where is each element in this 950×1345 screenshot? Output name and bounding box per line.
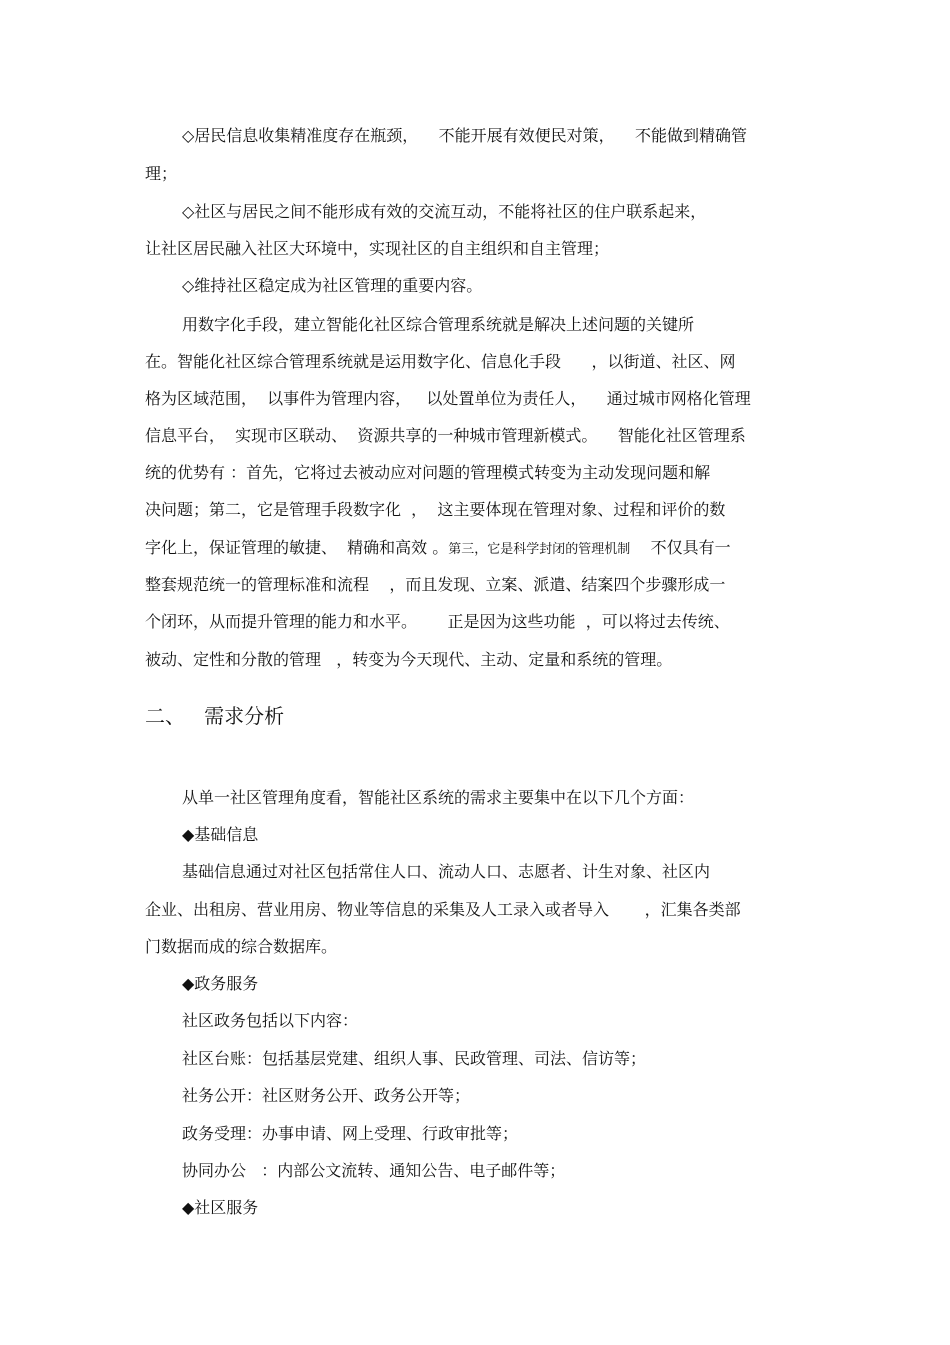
basic-info-line1: 基础信息通过对社区包括常住人口、流动人口、志愿者、计生对象、社区内 [182,862,711,881]
basic-info-line3: 门数据而成的综合数据库。 [145,937,338,956]
intro-p4-line7 [145,538,731,560]
intro-p4-line9: 个闭环，从而提升管理的能力和水平。 正是因为这些功能 ，可以将过去传统、 [145,612,730,631]
intro-p4-line3: 格为区域范围， 以事件为管理内容， 以处置单位为责任人， 通过城市网格化管理 [145,389,751,408]
intro-p4-line1: 用数字化手段，建立智能化社区综合管理系统就是解决上述问题的关键所 [182,315,695,334]
gov-item-ledger: 社区台账：包括基层党建、组织人事、民政管理、司法、信访等； [182,1049,647,1068]
intro-p1-line2: 理； [145,164,178,183]
gov-service-lead: 社区政务包括以下内容： [182,1011,359,1030]
intro-p3: ◇维持社区稳定成为社区管理的重要内容。 [182,276,483,295]
intro-p4-line4: 信息平台， 实现市区联动、 资源共享的一种城市管理新模式。 智能化社区管理系 [145,426,746,445]
gov-service-title: ◆政务服务 [182,974,259,993]
basic-info-line2: 企业、出租房、营业用房、物业等信息的采集及人工录入或者导入 ，汇集各类部 [145,900,741,919]
intro-p4-line7-b: 第三，它是科学封闭的管理机制 [448,542,631,557]
intro-p4-line7-c: 不仅具有一 [630,538,731,557]
intro-p2-line1: ◇社区与居民之间不能形成有效的交流互动，不能将社区的住户联系起来， [182,202,707,221]
basic-info-title: ◆基础信息 [182,825,259,844]
community-service-title: ◆社区服务 [182,1198,259,1217]
intro-p4-line5: 统的优势有 ：首先，它将过去被动应对问题的管理模式转变为主动发现问题和解 [145,463,711,482]
section-lead: 从单一社区管理角度看，智能社区系统的需求主要集中在以下几个方面： [182,788,695,807]
intro-p4-line6: 决问题；第二，它是管理手段数字化 ， 这主要体现在管理对象、过程和评价的数 [145,500,726,519]
intro-p4-line7-a: 字化上，保证管理的敏捷、 精确和高效 。 [145,538,449,557]
intro-p2-line2: 让社区居民融入社区大环境中，实现社区的自主组织和自主管理； [145,239,610,258]
intro-p4-line8: 整套规范统一的管理标准和流程 ，而且发现、立案、派遣、结案四个步骤形成一 [145,575,726,594]
gov-item-office: 协同办公 ：内部公文流转、通知公告、电子邮件等； [182,1161,566,1180]
gov-item-acceptance: 政务受理：办事申请、网上受理、行政审批等； [182,1124,519,1143]
intro-p1-line1: ◇居民信息收集精准度存在瓶颈， 不能开展有效便民对策， 不能做到精确管 [182,126,747,145]
intro-p4-line10: 被动、定性和分散的管理 ，转变为今天现代、主动、定量和系统的管理。 [145,650,673,669]
gov-item-disclosure: 社务公开：社区财务公开、政务公开等； [182,1086,471,1105]
section-heading: 二、 需求分析 [145,704,285,728]
intro-p4-line2: 在。智能化社区综合管理系统就是运用数字化、信息化手段 ，以街道、社区、网 [145,352,736,371]
